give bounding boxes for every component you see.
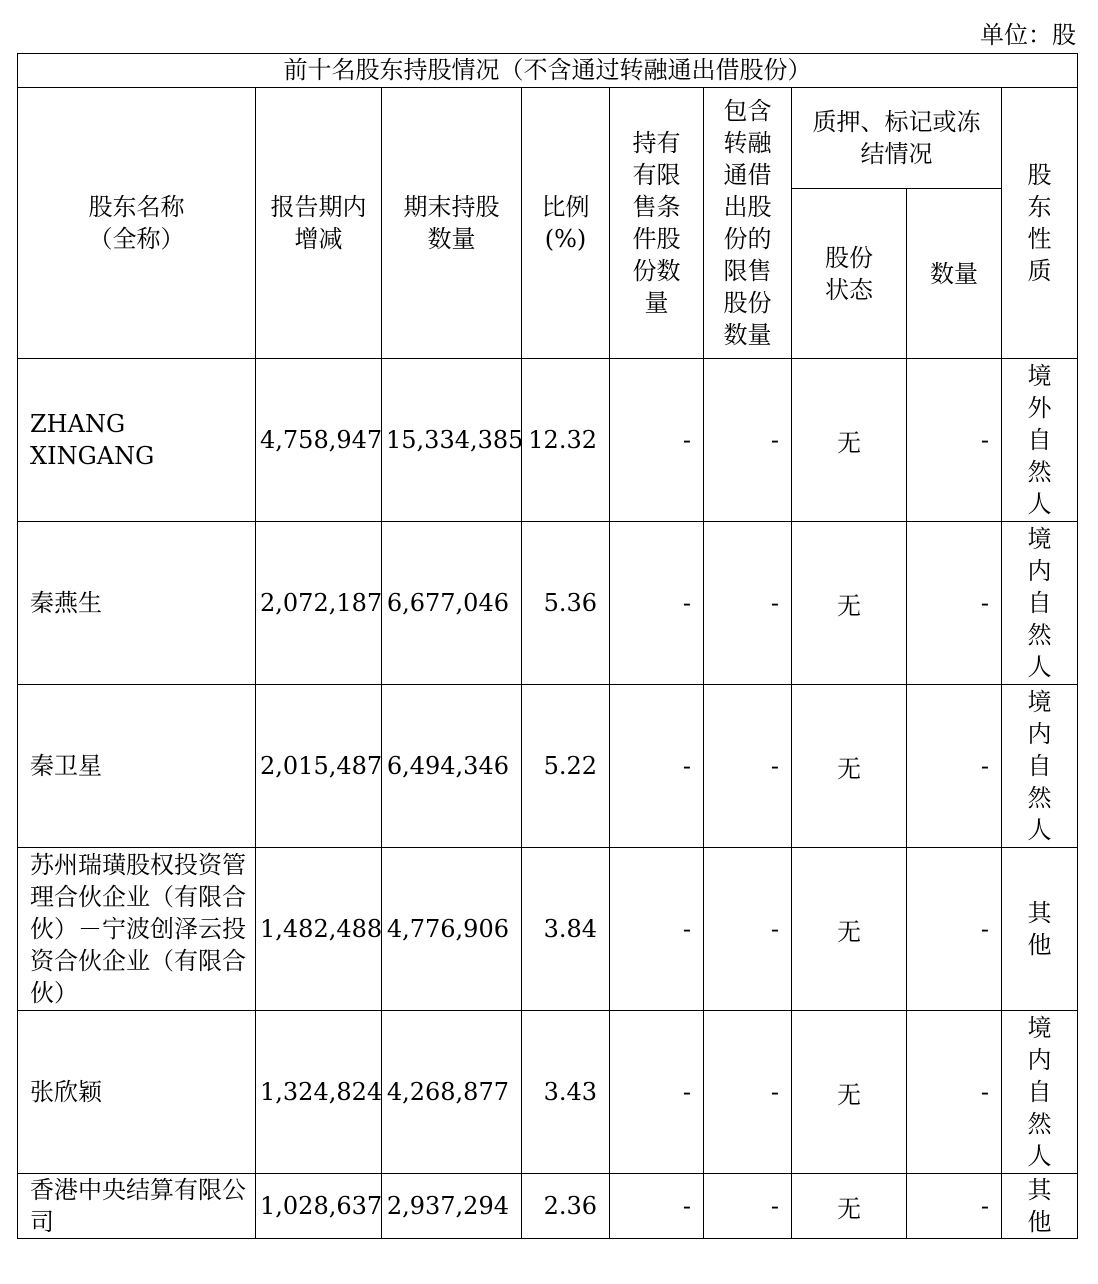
lent-restricted-cell: - bbox=[704, 359, 792, 522]
lent-restricted-cell: - bbox=[704, 848, 792, 1011]
change-cell: 1,482,488 bbox=[256, 848, 382, 1011]
ratio-cell: 3.84 bbox=[522, 848, 610, 1011]
restricted-cell: - bbox=[610, 1011, 704, 1174]
change-cell: 2,015,487 bbox=[256, 685, 382, 848]
ratio-cell: 3.43 bbox=[522, 1011, 610, 1174]
shareholder-name: 香港中央结算有限公司 bbox=[18, 1174, 256, 1239]
nature-cell: 其他 bbox=[1002, 1174, 1078, 1239]
change-cell: 4,758,947 bbox=[256, 359, 382, 522]
nature-cell: 其他 bbox=[1002, 848, 1078, 1011]
table-title-row bbox=[18, 54, 1078, 88]
nature-cell: 境内自然人 bbox=[1002, 1011, 1078, 1174]
change-cell: 2,072,187 bbox=[256, 522, 382, 685]
pledge-qty-cell: - bbox=[907, 359, 1002, 522]
header-nature: 股东性质 bbox=[1002, 88, 1078, 359]
header-ratio: 比例(%) bbox=[522, 88, 610, 359]
restricted-cell: - bbox=[610, 685, 704, 848]
pledge-status-cell: 无 bbox=[792, 848, 907, 1011]
holding-cell: 15,334,385 bbox=[382, 359, 522, 522]
holding-cell: 2,937,294 bbox=[382, 1174, 522, 1239]
header-pledge-group: 质押、标记或冻结情况 bbox=[792, 88, 1002, 189]
lent-restricted-cell: - bbox=[704, 522, 792, 685]
pledge-status-cell: 无 bbox=[792, 1174, 907, 1239]
table-row bbox=[18, 848, 1078, 1011]
change-cell: 1,324,824 bbox=[256, 1011, 382, 1174]
table-row bbox=[18, 685, 1078, 848]
header-row bbox=[18, 88, 1078, 189]
holding-cell: 4,776,906 bbox=[382, 848, 522, 1011]
nature-cell: 境内自然人 bbox=[1002, 522, 1078, 685]
header-holding: 期末持股数量 bbox=[382, 88, 522, 359]
header-lent-restricted: 包含转融通借出股份的限售股份数量 bbox=[704, 88, 792, 359]
shareholder-name: 秦燕生 bbox=[18, 522, 256, 685]
holding-cell: 6,494,346 bbox=[382, 685, 522, 848]
pledge-qty-cell: - bbox=[907, 848, 1002, 1011]
pledge-qty-cell: - bbox=[907, 1174, 1002, 1239]
table-title: 前十名股东持股情况（不含通过转融通出借股份） bbox=[18, 54, 1078, 88]
lent-restricted-cell: - bbox=[704, 685, 792, 848]
pledge-qty-cell: - bbox=[907, 1011, 1002, 1174]
restricted-cell: - bbox=[610, 359, 704, 522]
ratio-cell: 5.36 bbox=[522, 522, 610, 685]
holding-cell: 6,677,046 bbox=[382, 522, 522, 685]
change-cell: 1,028,637 bbox=[256, 1174, 382, 1239]
top-ten-shareholders-table bbox=[17, 53, 1078, 1239]
table-row bbox=[18, 522, 1078, 685]
ratio-cell: 2.36 bbox=[522, 1174, 610, 1239]
holding-cell: 4,268,877 bbox=[382, 1011, 522, 1174]
shareholder-name: 张欣颖 bbox=[18, 1011, 256, 1174]
pledge-status-cell: 无 bbox=[792, 359, 907, 522]
header-restricted: 持有有限售条件股份数量 bbox=[610, 88, 704, 359]
nature-cell: 境外自然人 bbox=[1002, 359, 1078, 522]
ratio-cell: 12.32 bbox=[522, 359, 610, 522]
ratio-cell: 5.22 bbox=[522, 685, 610, 848]
lent-restricted-cell: - bbox=[704, 1011, 792, 1174]
restricted-cell: - bbox=[610, 522, 704, 685]
shareholder-name: 苏州瑞璜股权投资管理合伙企业（有限合伙）－宁波创泽云投资合伙企业（有限合伙） bbox=[18, 848, 256, 1011]
header-pledge-qty: 数量 bbox=[907, 189, 1002, 359]
restricted-cell: - bbox=[610, 1174, 704, 1239]
pledge-status-cell: 无 bbox=[792, 685, 907, 848]
table-row bbox=[18, 1011, 1078, 1174]
header-pledge-status: 股份状态 bbox=[792, 189, 907, 359]
pledge-qty-cell: - bbox=[907, 685, 1002, 848]
pledge-qty-cell: - bbox=[907, 522, 1002, 685]
table-row bbox=[18, 359, 1078, 522]
pledge-status-cell: 无 bbox=[792, 522, 907, 685]
unit-label: 单位：股 bbox=[980, 21, 1076, 49]
header-name: 股东名称（全称） bbox=[18, 88, 256, 359]
lent-restricted-cell: - bbox=[704, 1174, 792, 1239]
shareholder-name: ZHANG XINGANG bbox=[18, 359, 256, 522]
shareholder-name: 秦卫星 bbox=[18, 685, 256, 848]
pledge-status-cell: 无 bbox=[792, 1011, 907, 1174]
restricted-cell: - bbox=[610, 848, 704, 1011]
nature-cell: 境内自然人 bbox=[1002, 685, 1078, 848]
header-change: 报告期内增减 bbox=[256, 88, 382, 359]
table-row bbox=[18, 1174, 1078, 1239]
